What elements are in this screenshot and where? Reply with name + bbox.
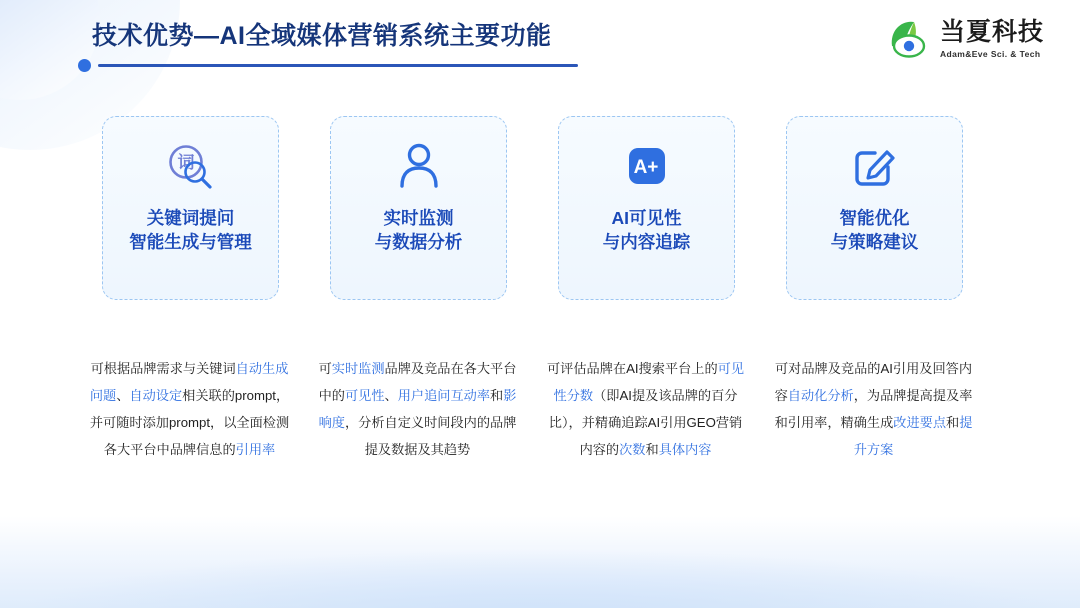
- feature-card-2[interactable]: [330, 116, 507, 300]
- feature-card-3-title-line2: 与内容追踪: [602, 231, 691, 252]
- highlighted-text: 自动设定: [129, 388, 183, 404]
- brand-logo: [884, 16, 1044, 62]
- highlighted-text: 实时监测: [331, 361, 385, 376]
- feature-description-2: [315, 355, 520, 463]
- feature-description-4: [771, 355, 976, 463]
- highlighted-text: 可见性分数: [553, 361, 745, 404]
- body-text: 可: [318, 361, 332, 376]
- body-text: 和: [645, 442, 659, 458]
- leaf-eye-logo-icon: [884, 16, 930, 62]
- highlighted-text: 提升方案: [853, 415, 973, 458]
- logo-company-name-en: Adam&Eve Sci. & Tech: [939, 48, 1041, 59]
- feature-description-1: [87, 355, 292, 463]
- highlighted-text: 次数: [619, 442, 646, 458]
- body-text: 和: [946, 415, 960, 431]
- body-text: （即AI提及该品牌的百分比），并精确追踪AI引用GEO营销内容的: [548, 388, 743, 458]
- body-text: 可评估品牌在AI搜索平台上的: [546, 361, 718, 376]
- body-text: 和: [490, 388, 504, 404]
- body-text: 可根据品牌需求与关键词: [90, 361, 236, 376]
- edit-square-icon: [850, 141, 900, 191]
- slide-header: [0, 0, 1080, 84]
- body-text: 可对品牌及竞品的AI引用及回答内容: [774, 361, 973, 404]
- highlighted-text: 自动生成问题: [89, 361, 289, 404]
- feature-card-4[interactable]: [786, 116, 963, 300]
- feature-card-4-title-line2: 与策略建议: [830, 231, 919, 252]
- logo-company-name-cn: 当夏科技: [939, 17, 1044, 46]
- feature-card-1-title-line2: 智能生成与管理: [129, 231, 252, 252]
- background-bottom-wave: [0, 548, 1080, 608]
- page-title: 技术优势—AI全域媒体营销系统主要功能: [92, 22, 552, 50]
- highlighted-text: 引用率: [235, 442, 276, 458]
- highlighted-text: 可见性: [344, 388, 385, 404]
- highlighted-text: 自动化分析: [787, 388, 854, 404]
- feature-card-1[interactable]: [102, 116, 279, 300]
- feature-card-2-title-line2: 与数据分析: [374, 231, 463, 252]
- body-text: 、: [384, 388, 398, 404]
- svg-text:A+: A+: [633, 157, 658, 178]
- body-text: ，分析自定义时间段内的品牌提及数据及其趋势: [344, 415, 517, 458]
- feature-card-row: [0, 116, 1080, 301]
- body-text: ，为品牌提高提及率和引用率，精确生成: [774, 388, 973, 431]
- feature-card-1-title-line1: 关键词提问: [146, 208, 235, 228]
- keyword-search-icon: [164, 141, 218, 191]
- user-monitor-icon: [396, 141, 442, 191]
- svg-text:词: 词: [177, 153, 194, 172]
- highlighted-text: 影响度: [318, 388, 517, 431]
- body-text: 、: [116, 388, 130, 404]
- feature-card-3[interactable]: [558, 116, 735, 300]
- highlighted-text: 改进要点: [893, 415, 947, 431]
- body-text: 相关联的prompt，并可随时添加prompt，以全面检测各大平台中品牌信息的: [89, 388, 290, 458]
- a-plus-grade-icon: [622, 141, 672, 191]
- feature-card-3-title-line1: AI可见性: [611, 208, 682, 228]
- highlighted-text: 用户追问互动率: [397, 388, 491, 404]
- title-bullet-dot: [78, 59, 91, 72]
- body-text: 品牌及竞品在各大平台中的: [318, 361, 517, 404]
- highlighted-text: 具体内容: [658, 442, 712, 458]
- title-underline: [98, 64, 578, 67]
- feature-card-2-title-line1: 实时监测: [383, 208, 454, 228]
- feature-description-3: [543, 355, 748, 463]
- feature-card-4-title-line1: 智能优化: [839, 208, 910, 228]
